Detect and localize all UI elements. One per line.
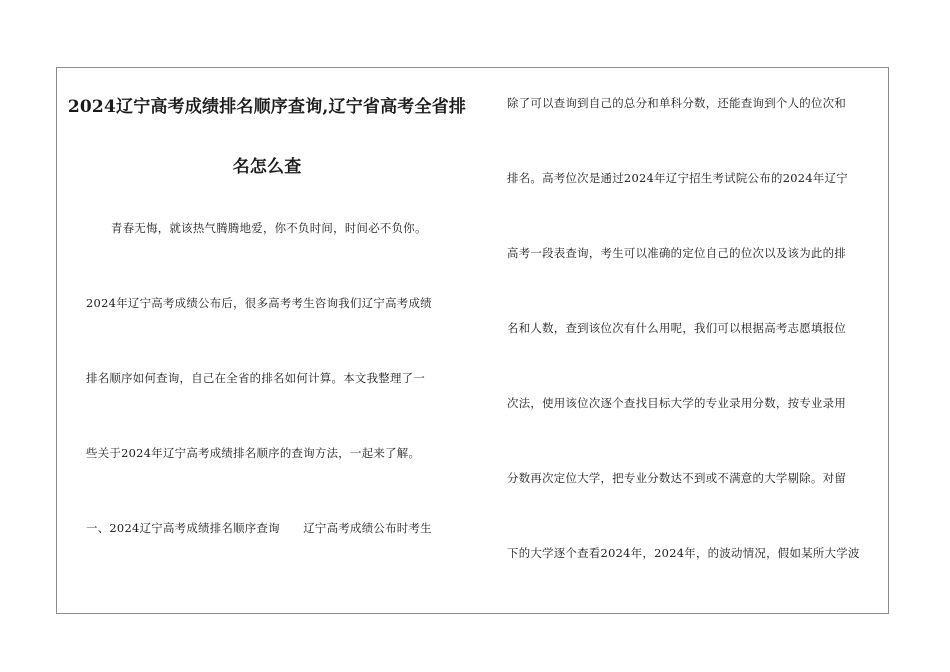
paragraph-line: 名和人数，查到该位次有什么用呢，我们可以根据高考志愿填报位 [507, 321, 847, 335]
paragraph-line: 些关于2024年辽宁高考成绩排名顺序的查询方法，一起来了解。 [86, 446, 421, 460]
document-title-line-2: 名怎么查 [232, 157, 302, 177]
document-page [56, 67, 889, 614]
paragraph-line: 青春无悔，就该热气腾腾地爱，你不负时间，时间必不负你。 [111, 221, 427, 235]
paragraph-line: 分数再次定位大学，把专业分数达不到或不满意的大学剔除。对留 [507, 471, 847, 485]
document-title-line-1: 2024辽宁高考成绩排名顺序查询,辽宁省高考全省排 [67, 97, 467, 117]
paragraph-line: 下的大学逐个查看2024年，2024年，的波动情况，假如某所大学波 [507, 546, 860, 560]
paragraph-line: 一、2024辽宁高考成绩排名顺序查询 辽宁高考成绩公布时考生 [86, 521, 432, 535]
paragraph-line: 排名顺序如何查询，自己在全省的排名如何计算。本文我整理了一 [86, 371, 426, 385]
paragraph-line: 排名。高考位次是通过2024年辽宁招生考试院公布的2024年辽宁 [507, 171, 848, 185]
paragraph-line: 除了可以查询到自己的总分和单科分数，还能查询到个人的位次和 [507, 96, 847, 110]
paragraph-line: 高考一段表查询，考生可以准确的定位自己的位次以及该为此的排 [507, 246, 847, 260]
paragraph-line: 2024年辽宁高考成绩公布后，很多高考考生咨询我们辽宁高考成绩 [86, 296, 432, 310]
paragraph-line: 次法，使用该位次逐个查找目标大学的专业录用分数，按专业录用 [507, 396, 847, 410]
